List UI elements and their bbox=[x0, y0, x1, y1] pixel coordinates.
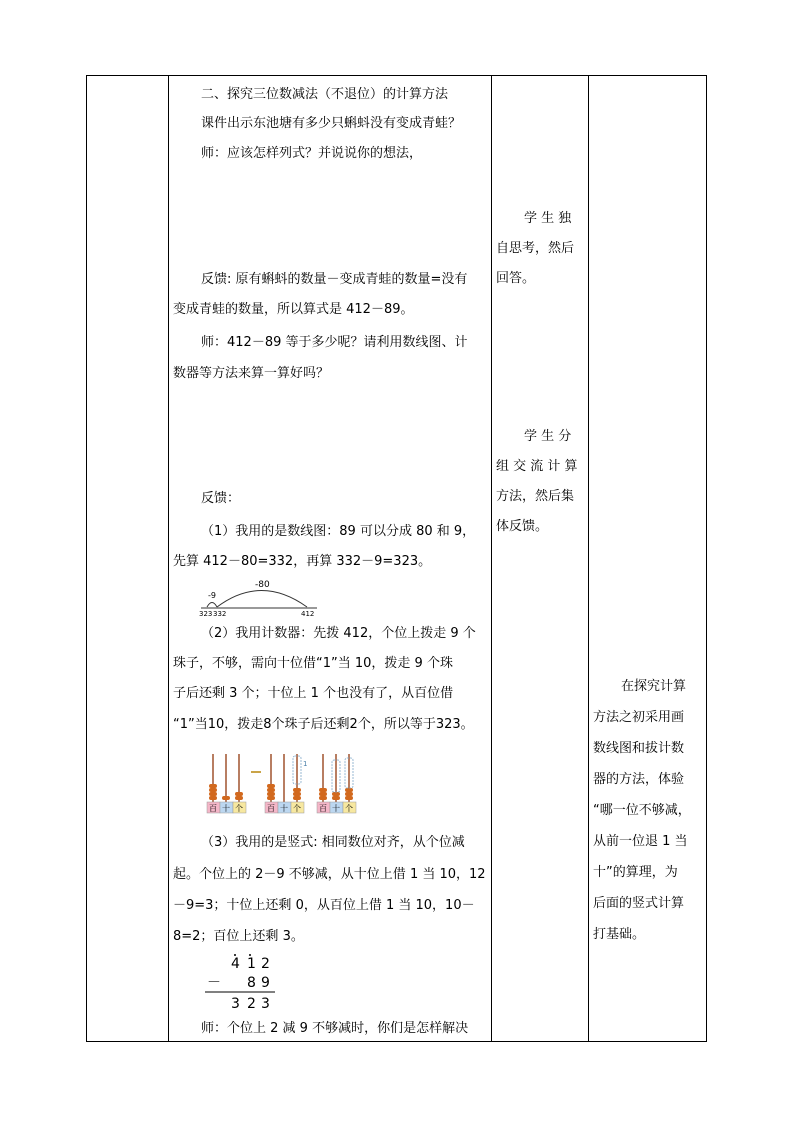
text-line: 反馈: 原有蝌蚪的数量－变成青蛙的数量=没有 bbox=[201, 272, 468, 287]
text-line: 子后还剩 3 个；十位上 1 个也没有了，从百位借 bbox=[173, 686, 454, 701]
abacus-borrow-ones bbox=[265, 754, 307, 813]
jump-arc-9 bbox=[207, 603, 217, 608]
jump-label-80: -80 bbox=[255, 580, 270, 590]
text-line: 回答。 bbox=[496, 271, 536, 286]
tick-323: 323 bbox=[199, 610, 213, 616]
text-line: 组 交 流 计 算 bbox=[496, 459, 578, 474]
text-line: 学 生 分 bbox=[524, 429, 572, 444]
text-line: 师：应该怎样列式？并说说你的想法， bbox=[201, 146, 423, 161]
design-intent-cell bbox=[589, 76, 707, 1041]
text-line: 打基础。 bbox=[593, 927, 646, 942]
abacus-label-tens: 十 bbox=[222, 804, 230, 813]
abacus-label-ones: 个 bbox=[293, 804, 301, 813]
abacus-figure bbox=[205, 752, 385, 814]
top-digit: 1 bbox=[247, 956, 256, 972]
borrow-dot bbox=[234, 954, 236, 956]
student-activity-cell bbox=[492, 76, 588, 1041]
text-line: －9=3；十位上还剩 0，从百位上借 1 当 10，10－ bbox=[173, 898, 475, 913]
text-line: “1”当10，拨走8个珠子后还剩2个，所以等于323。 bbox=[173, 717, 474, 732]
abacus-borrow-tens bbox=[317, 754, 356, 813]
text-line: 学 生 独 bbox=[524, 211, 572, 226]
abacus-412 bbox=[207, 754, 246, 813]
text-line: 先算 412－80=332，再算 332－9=323。 bbox=[173, 554, 432, 569]
minus-operator: － bbox=[207, 975, 221, 991]
jump-arc-80 bbox=[217, 591, 307, 608]
top-digit: 4 bbox=[231, 956, 240, 972]
abacus-label-hundreds: 百 bbox=[319, 804, 327, 813]
text-line: 课件出示东池塘有多少只蝌蚪没有变成青蛙？ bbox=[201, 116, 462, 131]
text-line: 珠子，不够，需向十位借“1”当 10，拨走 9 个珠 bbox=[173, 656, 453, 671]
borrow-mark: 1 bbox=[303, 760, 308, 768]
text-line: （3）我用的是竖式: 相同数位对齐，从个位减 bbox=[201, 835, 465, 850]
text-line: 后面的竖式计算 bbox=[593, 896, 685, 911]
text-line: 起。个位上的 2－9 不够减，从十位上借 1 当 10，12 bbox=[173, 867, 486, 882]
tick-332: 332 bbox=[213, 610, 227, 616]
lesson-table bbox=[86, 75, 707, 1042]
text-line: 数线图和拔计数 bbox=[593, 741, 685, 756]
text-line: 反馈： bbox=[201, 491, 241, 506]
text-line: 师：412－89 等于多少呢？请利用数线图、计 bbox=[201, 335, 468, 350]
number-line-figure bbox=[199, 576, 319, 616]
jump-label-9: -9 bbox=[208, 591, 216, 600]
abacus-label-ones: 个 bbox=[345, 804, 353, 813]
abacus-label-hundreds: 百 bbox=[267, 804, 275, 813]
text-line: 体反馈。 bbox=[496, 519, 549, 534]
borrow-dot bbox=[249, 954, 251, 956]
top-digit: 2 bbox=[261, 956, 270, 972]
text-line: 自思考，然后 bbox=[496, 241, 575, 256]
text-line: 器的方法，体验 bbox=[593, 772, 685, 787]
result-digit: 3 bbox=[261, 996, 270, 1012]
abacus-label-hundreds: 百 bbox=[209, 804, 217, 813]
tick-412: 412 bbox=[301, 610, 315, 616]
vertical-subtraction bbox=[203, 952, 283, 1014]
text-line: 从前一位退 1 当 bbox=[593, 834, 688, 849]
abacus-label-ones: 个 bbox=[235, 804, 243, 813]
result-digit: 2 bbox=[247, 996, 256, 1012]
section-heading: 二、探究三位数减法（不退位）的计算方法 bbox=[201, 87, 449, 102]
text-line: “哪一位不够减， bbox=[593, 803, 691, 818]
sub-digit: 9 bbox=[261, 975, 270, 991]
text-line: 方法之初采用画 bbox=[593, 710, 685, 725]
abacus-label-tens: 十 bbox=[332, 804, 340, 813]
text-line: （1）我用的是数线图：89 可以分成 80 和 9， bbox=[201, 524, 476, 539]
text-line: 数器等方法来算一算好吗？ bbox=[173, 366, 330, 381]
text-line: 在探究计算 bbox=[621, 679, 687, 694]
text-line: （2）我用计数器：先拨 412，个位上拨走 9 个 bbox=[201, 626, 476, 641]
text-line: 方法，然后集 bbox=[496, 489, 575, 504]
text-line: 师：个位上 2 减 9 不够减时，你们是怎样解决 bbox=[201, 1021, 469, 1036]
sub-digit: 8 bbox=[247, 975, 256, 991]
text-line: 8=2；百位上还剩 3。 bbox=[173, 929, 304, 944]
result-digit: 3 bbox=[231, 996, 240, 1012]
text-line: 十”的算理，为 bbox=[593, 865, 678, 880]
text-line: 变成青蛙的数量，所以算式是 412－89。 bbox=[173, 302, 414, 317]
teaching-process-cell bbox=[169, 76, 491, 1041]
abacus-label-tens: 十 bbox=[280, 804, 288, 813]
